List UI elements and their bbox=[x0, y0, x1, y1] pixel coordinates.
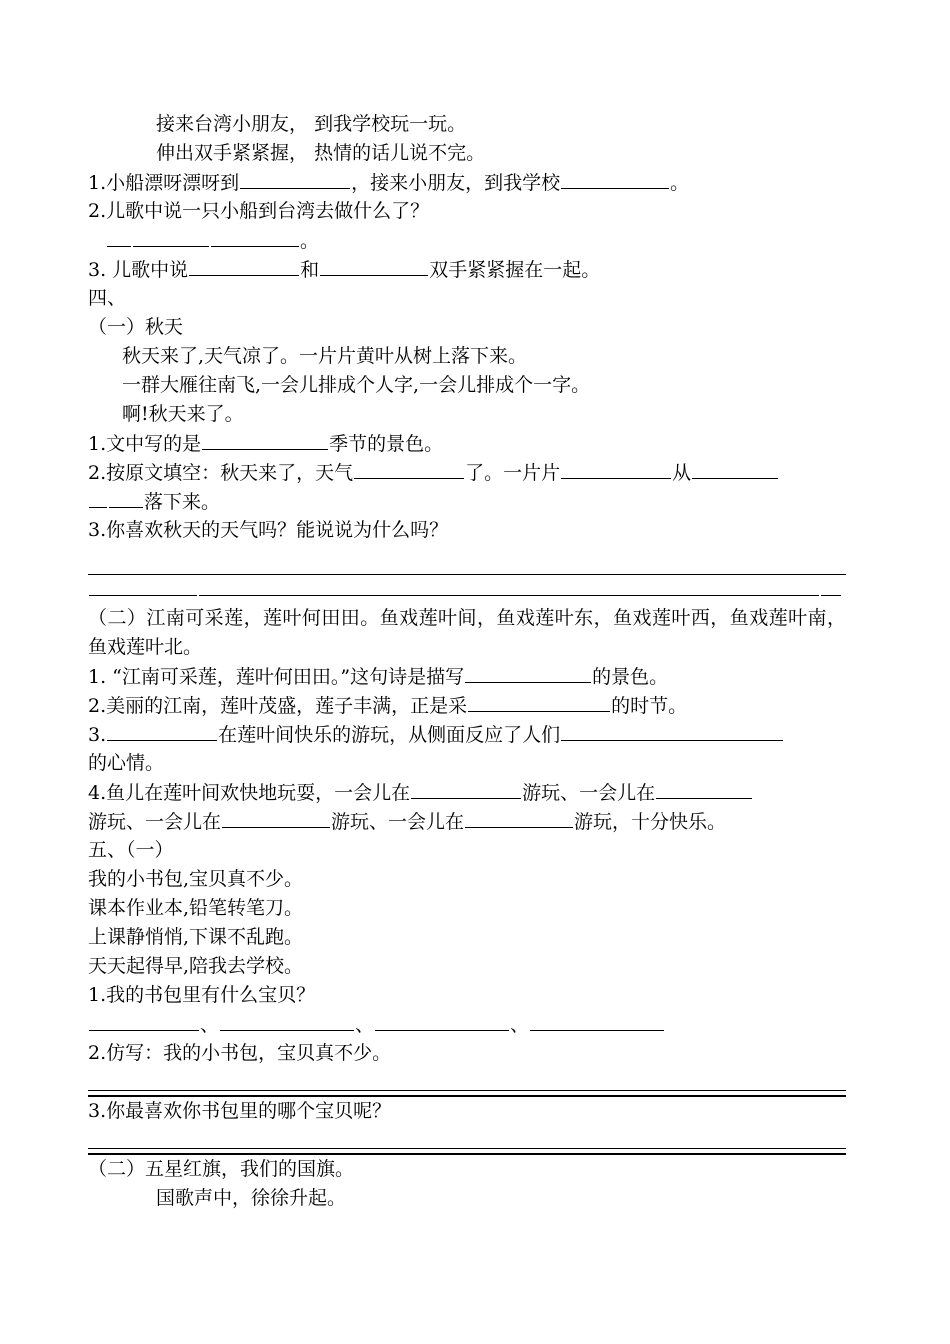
answer-blank[interactable] bbox=[821, 575, 841, 596]
answer-blank[interactable] bbox=[656, 778, 752, 799]
question-text: 了。一片片 bbox=[465, 462, 561, 484]
answer-blank[interactable] bbox=[240, 168, 350, 189]
question-text: 4.鱼儿在莲叶间欢快地玩耍，一会儿在 bbox=[88, 782, 411, 804]
schoolbag-line-4: 天天起得早,陪我去学校。 bbox=[88, 955, 304, 977]
lotus-question-1 bbox=[88, 662, 846, 691]
answer-blank[interactable] bbox=[89, 575, 197, 596]
answer-line[interactable] bbox=[88, 1126, 846, 1149]
lotus-poem: （二）江南可采莲，莲叶何田田。鱼戏莲叶间，鱼戏莲叶东，鱼戏莲叶西，鱼戏莲叶南，鱼戏莲叶北。 bbox=[88, 607, 846, 658]
answer-blank[interactable] bbox=[202, 429, 328, 450]
poem-question-3 bbox=[88, 255, 846, 284]
worksheet-page bbox=[88, 110, 846, 1213]
question-text: 3. 儿歌中说 bbox=[88, 259, 189, 281]
flag-line-1: （二）五星红旗，我们的国旗。 bbox=[88, 1158, 355, 1180]
schoolbag-question-2: 2.仿写：我的小书包，宝贝真不少。 bbox=[88, 1042, 392, 1064]
lotus-question-4-cont bbox=[88, 807, 846, 836]
answer-blank[interactable] bbox=[109, 487, 143, 508]
question-text: 2.按原文填空：秋天来了，天气 bbox=[88, 462, 354, 484]
lotus-question-3-cont: 的心情。 bbox=[88, 752, 165, 774]
answer-blank[interactable] bbox=[354, 458, 464, 479]
answer-blank[interactable] bbox=[89, 1010, 199, 1031]
question-text: 季节的景色。 bbox=[329, 433, 444, 455]
answer-line[interactable] bbox=[88, 545, 846, 575]
answer-blank[interactable] bbox=[692, 458, 778, 479]
answer-blank[interactable] bbox=[222, 807, 330, 828]
question-text: 1. “江南可采莲，莲叶何田田。”这句诗是描写 bbox=[88, 666, 465, 688]
answer-blank[interactable] bbox=[561, 720, 783, 741]
question-text: 从 bbox=[672, 462, 692, 484]
question-text: 落下来。 bbox=[144, 491, 221, 513]
schoolbag-line-3: 上课静悄悄,下课不乱跑。 bbox=[88, 926, 304, 948]
answer-blank[interactable] bbox=[211, 226, 299, 247]
answer-blank[interactable] bbox=[465, 807, 573, 828]
question-text: 在莲叶间快乐的游玩，从侧面反应了人们 bbox=[218, 724, 561, 746]
answer-blank[interactable] bbox=[189, 255, 299, 276]
autumn-question-2-cont bbox=[88, 487, 846, 516]
question-text: 游玩，十分快乐。 bbox=[574, 811, 727, 833]
answer-blank[interactable] bbox=[375, 1010, 509, 1031]
question-text: 3. bbox=[88, 724, 107, 746]
question-text: 1.小船漂呀漂呀到 bbox=[88, 172, 240, 194]
lotus-question-4 bbox=[88, 778, 846, 807]
poem-question-1 bbox=[88, 168, 846, 197]
schoolbag-line-1: 我的小书包,宝贝真不少。 bbox=[88, 868, 304, 890]
question-text: 2.美丽的江南，莲叶茂盛，莲子丰满，正是采 bbox=[88, 695, 468, 717]
answer-blank[interactable] bbox=[220, 1010, 354, 1031]
question-text: 。 bbox=[670, 172, 690, 194]
autumn-question-3: 3.你喜欢秋天的天气吗？能说说为什么吗？ bbox=[88, 519, 449, 541]
answer-blank[interactable] bbox=[411, 778, 521, 799]
question-text: ，接来小朋友，到我学校 bbox=[351, 172, 561, 194]
separator: 、 bbox=[510, 1014, 530, 1036]
answer-blank[interactable] bbox=[199, 575, 819, 596]
question-text: 2.儿歌中说一只小船到台湾去做什么了？ bbox=[88, 200, 430, 222]
autumn-question-1 bbox=[88, 429, 846, 458]
autumn-paragraph-2: 一群大雁往南飞,一会儿排成个人字,一会儿排成个一字。 bbox=[122, 374, 591, 396]
question-text: 双手紧紧握在一起。 bbox=[429, 259, 601, 281]
section-5-heading: 五、（一） bbox=[88, 839, 174, 861]
poem-question-2 bbox=[88, 197, 846, 226]
answer-blank[interactable] bbox=[133, 226, 209, 247]
schoolbag-question-3: 3.你最喜欢你书包里的哪个宝贝呢？ bbox=[88, 1100, 392, 1122]
schoolbag-line-2: 课本作业本,铅笔转笔刀。 bbox=[88, 897, 304, 919]
answer-blank[interactable] bbox=[89, 487, 107, 508]
question-text: 。 bbox=[300, 230, 320, 252]
autumn-paragraph-1: 秋天来了,天气凉了。一片片黄叶从树上落下来。 bbox=[122, 345, 528, 367]
answer-line[interactable] bbox=[88, 1068, 846, 1091]
lotus-question-3 bbox=[88, 720, 846, 749]
schoolbag-question-1-answers bbox=[88, 1010, 846, 1039]
question-text: 1.文中写的是 bbox=[88, 433, 202, 455]
answer-blank[interactable] bbox=[320, 255, 428, 276]
flag-line-2: 国歌声中，徐徐升起。 bbox=[156, 1187, 347, 1209]
poem-line-1b: 到我学校玩一玩。 bbox=[314, 113, 467, 135]
section-4-heading: 四、 bbox=[88, 287, 127, 309]
answer-blank[interactable] bbox=[530, 1010, 664, 1031]
autumn-question-2 bbox=[88, 458, 846, 487]
poem-line-2a: 伸出双手紧紧握， bbox=[156, 142, 309, 164]
answer-blank[interactable] bbox=[107, 226, 131, 247]
poem-line-2 bbox=[88, 139, 846, 168]
answer-blank[interactable] bbox=[561, 168, 669, 189]
question-text: 游玩、一会儿在 bbox=[331, 811, 465, 833]
question-text: 和 bbox=[300, 259, 320, 281]
answer-blank[interactable] bbox=[468, 691, 610, 712]
question-text: 游玩、一会儿在 bbox=[522, 782, 656, 804]
poem-line-1a: 接来台湾小朋友， bbox=[156, 113, 309, 135]
poem-line-2b: 热情的话儿说不完。 bbox=[314, 142, 486, 164]
poem-question-2-answer bbox=[88, 226, 846, 255]
schoolbag-question-1: 1.我的书包里有什么宝贝？ bbox=[88, 984, 316, 1006]
answer-line-row bbox=[88, 575, 846, 604]
answer-blank[interactable] bbox=[107, 720, 217, 741]
question-text: 游玩、一会儿在 bbox=[88, 811, 222, 833]
answer-blank[interactable] bbox=[465, 662, 591, 683]
separator: 、 bbox=[355, 1014, 375, 1036]
separator: 、 bbox=[200, 1014, 220, 1036]
lotus-question-2 bbox=[88, 691, 846, 720]
question-text: 的时节。 bbox=[611, 695, 688, 717]
answer-blank[interactable] bbox=[561, 458, 671, 479]
question-text: 的景色。 bbox=[592, 666, 669, 688]
poem-line-1 bbox=[88, 110, 846, 139]
section-4-part-1-title: （一）秋天 bbox=[88, 316, 184, 338]
autumn-paragraph-3: 啊!秋天来了。 bbox=[122, 403, 244, 425]
